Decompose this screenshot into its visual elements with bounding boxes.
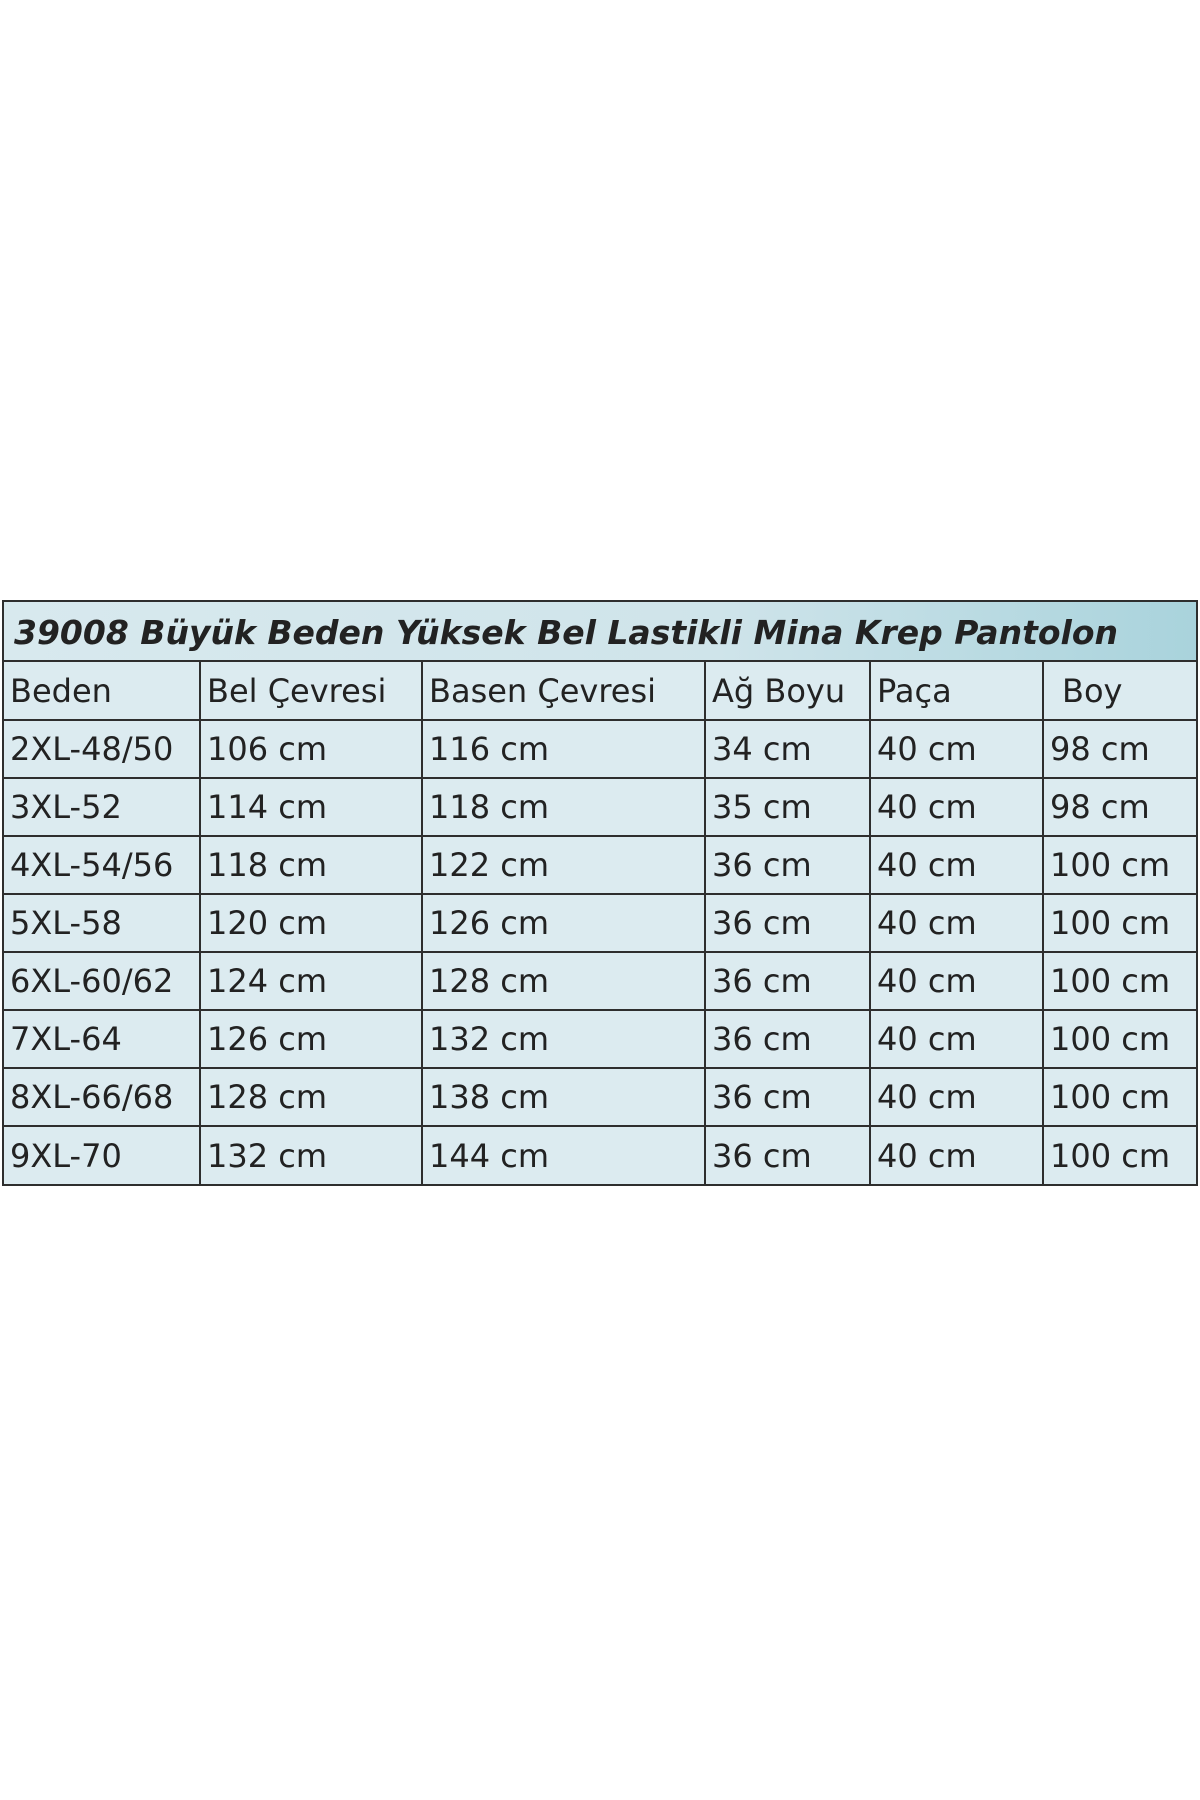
cell-ag-boyu: 36 cm: [705, 894, 870, 952]
cell-bel-cevresi: 124 cm: [200, 952, 422, 1010]
cell-boy: 100 cm: [1043, 952, 1196, 1010]
cell-bel-cevresi: 132 cm: [200, 1126, 422, 1184]
cell-beden: 4XL-54/56: [4, 836, 200, 894]
cell-paca: 40 cm: [870, 778, 1043, 836]
table-row: [4, 720, 1196, 778]
header-row: [4, 662, 1196, 720]
cell-paca: 40 cm: [870, 1010, 1043, 1068]
cell-bel-cevresi: 126 cm: [200, 1010, 422, 1068]
cell-beden: 6XL-60/62: [4, 952, 200, 1010]
cell-ag-boyu: 36 cm: [705, 1126, 870, 1184]
header-paca: Paça: [870, 662, 1043, 720]
cell-boy: 100 cm: [1043, 836, 1196, 894]
cell-paca: 40 cm: [870, 720, 1043, 778]
header-beden: Beden: [10, 671, 112, 710]
cell-beden: 2XL-48/50: [4, 720, 200, 778]
cell-basen-cevresi: 144 cm: [422, 1126, 705, 1184]
table-row: [4, 778, 1196, 836]
table-row: [4, 1068, 1196, 1126]
cell-boy: 100 cm: [1043, 1068, 1196, 1126]
cell-basen-cevresi: 126 cm: [422, 894, 705, 952]
cell-bel-cevresi: 106 cm: [200, 720, 422, 778]
cell-basen-cevresi: 122 cm: [422, 836, 705, 894]
cell-beden: 8XL-66/68: [4, 1068, 200, 1126]
table-row: [4, 1010, 1196, 1068]
cell-beden: 7XL-64: [4, 1010, 200, 1068]
cell-basen-cevresi: 118 cm: [422, 778, 705, 836]
cell-paca: 40 cm: [870, 1068, 1043, 1126]
cell-bel-cevresi: 118 cm: [200, 836, 422, 894]
header-bel-cevresi: Bel Çevresi: [200, 662, 422, 720]
cell-boy: 100 cm: [1043, 894, 1196, 952]
table-row: [4, 894, 1196, 952]
cell-beden: 5XL-58: [4, 894, 200, 952]
cell-boy: 98 cm: [1043, 720, 1196, 778]
size-table: [4, 662, 1196, 1184]
cell-ag-boyu: 36 cm: [705, 1068, 870, 1126]
cell-ag-boyu: 34 cm: [705, 720, 870, 778]
cell-beden: 3XL-52: [4, 778, 200, 836]
table-row: [4, 1126, 1196, 1184]
cell-basen-cevresi: 138 cm: [422, 1068, 705, 1126]
header-basen-cevresi: Basen Çevresi: [422, 662, 705, 720]
cell-basen-cevresi: 128 cm: [422, 952, 705, 1010]
cell-bel-cevresi: 114 cm: [200, 778, 422, 836]
cell-boy: 100 cm: [1043, 1126, 1196, 1184]
size-chart: [2, 600, 1198, 1186]
cell-boy: 98 cm: [1043, 778, 1196, 836]
cell-boy: 100 cm: [1043, 1010, 1196, 1068]
cell-basen-cevresi: 116 cm: [422, 720, 705, 778]
cell-ag-boyu: 36 cm: [705, 952, 870, 1010]
table-row: [4, 836, 1196, 894]
cell-ag-boyu: 35 cm: [705, 778, 870, 836]
cell-bel-cevresi: 128 cm: [200, 1068, 422, 1126]
cell-ag-boyu: 36 cm: [705, 836, 870, 894]
cell-paca: 40 cm: [870, 952, 1043, 1010]
cell-paca: 40 cm: [870, 836, 1043, 894]
cell-bel-cevresi: 120 cm: [200, 894, 422, 952]
cell-paca: 40 cm: [870, 894, 1043, 952]
cell-basen-cevresi: 132 cm: [422, 1010, 705, 1068]
header-boy: Boy: [1043, 662, 1196, 720]
header-ag-boyu: Ağ Boyu: [705, 662, 870, 720]
cell-paca: 40 cm: [870, 1126, 1043, 1184]
cell-ag-boyu: 36 cm: [705, 1010, 870, 1068]
chart-title: 39008 Büyük Beden Yüksek Bel Lastikli Mina Krep Pantolon: [4, 602, 1196, 662]
cell-beden: 9XL-70: [4, 1126, 200, 1184]
table-row: [4, 952, 1196, 1010]
